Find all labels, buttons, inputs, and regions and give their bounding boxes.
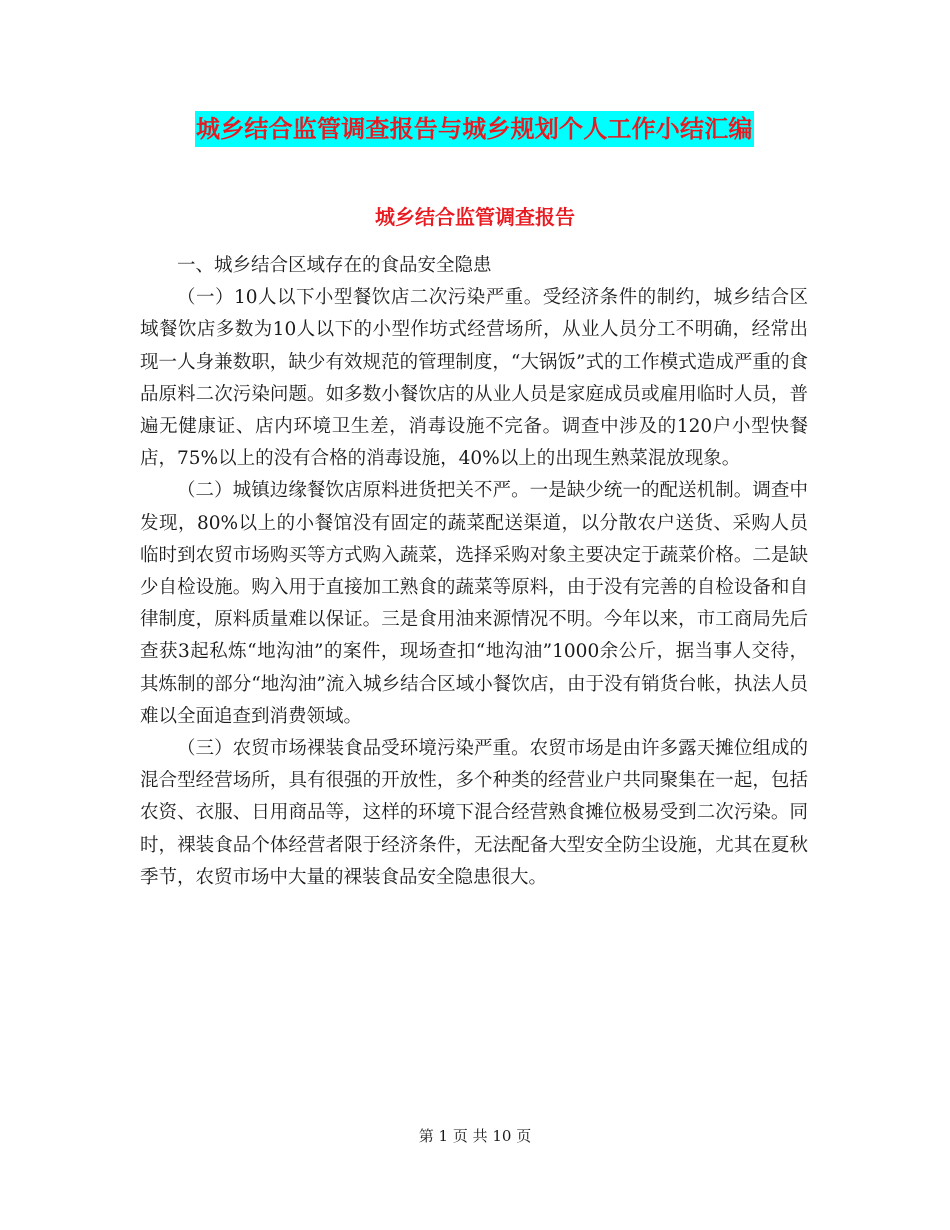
heading-paragraph: 一、城乡结合区域存在的食品安全隐患 (177, 255, 492, 276)
document-main-title: 城乡结合监管调查报告与城乡规划个人工作小结汇编 (195, 111, 754, 147)
body-text (140, 250, 808, 894)
page-footer: 第 1 页 共 10 页 (418, 1127, 532, 1145)
section-title: 城乡结合监管调查报告 (375, 205, 575, 229)
paragraph-1: （一）10人以下小型餐饮店二次污染严重。受经济条件的制约，城乡结合区域餐饮店多数为10人以下的小型作坊式经营场所，从业人员分工不明确，经常出现一人身兼数职，缺少有效规范的管理制度，“大锅饭”式的工作模式造成严重的食品原料二次污染问题。如多数小餐饮店的从业人员是家庭成员或雇用临时人员，普遍无健康证、店内环境卫生差，消毒设施不完备。调查中涉及的120户小型快餐店，75%以上的没有合格的消毒设施，40%以上的出现生熟菜混放现象。 (140, 287, 808, 470)
paragraph-3: （三）农贸市场裸装食品受环境污染严重。农贸市场是由许多露天摊位组成的混合型经营场所，具有很强的开放性，多个种类的经营业户共同聚集在一起，包括农资、衣服、日用商品等，这样的环境下混合经营熟食摊位极易受到二次污染。同时，裸装食品个体经营者限于经济条件，无法配备大型安全防尘设施，尤其在夏秋季节，农贸市场中大量的裸装食品安全隐患很大。 (140, 738, 808, 888)
paragraph-2: （二）城镇边缘餐饮店原料进货把关不严。一是缺少统一的配送机制。调查中发现，80%以上的小餐馆没有固定的蔬菜配送渠道，以分散农户送货、采购人员临时到农贸市场购买等方式购入蔬菜，选择采购对象主要决定于蔬菜价格。二是缺少自检设施。购入用于直接加工熟食的蔬菜等原料，由于没有完善的自检设备和自律制度，原料质量难以保证。三是食用油来源情况不明。今年以来，市工商局先后查获3起私炼“地沟油”的案件，现场查扣“地沟油”1000余公斤，据当事人交待，其炼制的部分“地沟油”流入城乡结合区域小餐饮店，由于没有销货台帐，执法人员难以全面追查到消费领域。 (140, 480, 808, 727)
